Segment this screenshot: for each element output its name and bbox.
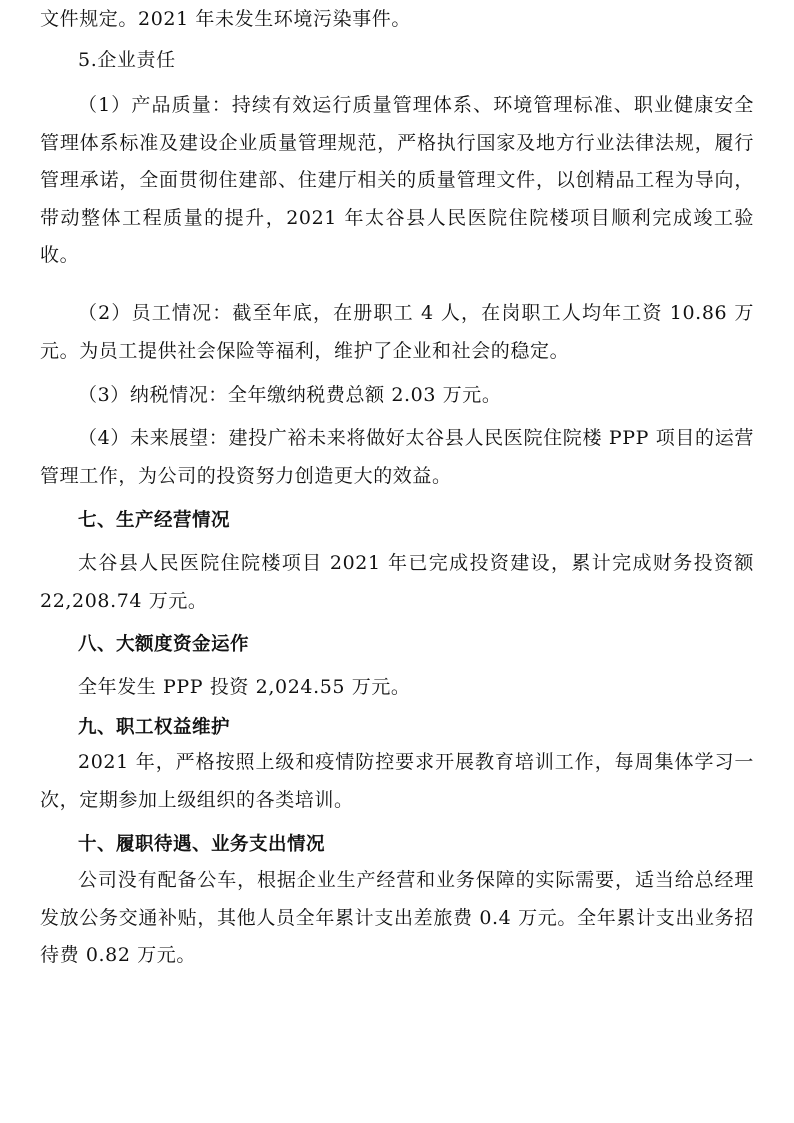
section-9-heading: 九、职工权益维护 bbox=[78, 717, 231, 738]
section-10-paragraph: 公司没有配备公车，根据企业生产经营和业务保障的实际需要，适当给总经理发放公务交通补贴，其他人员全年累计支出差旅费 0.4 万元。全年累计支出业务招待费 0.82 万元。 bbox=[40, 869, 754, 966]
outlook-paragraph: （4）未来展望：建投广裕未来将做好太谷县人民医院住院楼 PPP 项目的运营管理工作，为公司的投资努力创造更大的效益。 bbox=[40, 427, 754, 487]
section-8-heading: 八、大额度资金运作 bbox=[78, 634, 250, 655]
section-7-heading: 七、生产经营情况 bbox=[78, 510, 231, 531]
tax-paragraph: （3）纳税情况：全年缴纳税费总额 2.03 万元。 bbox=[78, 384, 502, 406]
section-9-paragraph: 2021 年，严格按照上级和疫情防控要求开展教育培训工作，每周集体学习一次，定期参加上级组织的各类培训。 bbox=[40, 751, 754, 811]
intro-paragraph: 文件规定。2021 年未发生环境污染事件。 bbox=[40, 8, 411, 30]
product-quality-paragraph: （1）产品质量：持续有效运行质量管理体系、环境管理标准、职业健康安全管理体系标准及建设企业质量管理规范，严格执行国家及地方行业法律法规，履行管理承诺，全面贯彻住建部、住建厅相关的质量管理文件，以创精品工程为导向，带动整体工程质量的提升，2021 年太谷县人民医院住院楼项目顺利完成竣工验收。 bbox=[40, 94, 754, 266]
section-10-heading: 十、履职待遇、业务支出情况 bbox=[78, 834, 326, 855]
section-8-paragraph: 全年发生 PPP 投资 2,024.55 万元。 bbox=[78, 676, 411, 698]
section-7-paragraph: 太谷县人民医院住院楼项目 2021 年已完成投资建设，累计完成财务投资额 22,208.74 万元。 bbox=[40, 552, 754, 612]
section-5-title: 5.企业责任 bbox=[78, 49, 176, 71]
employee-paragraph: （2）员工情况：截至年底，在册职工 4 人，在岗职工人均年工资 10.86 万元。为员工提供社会保险等福利，维护了企业和社会的稳定。 bbox=[40, 302, 754, 362]
